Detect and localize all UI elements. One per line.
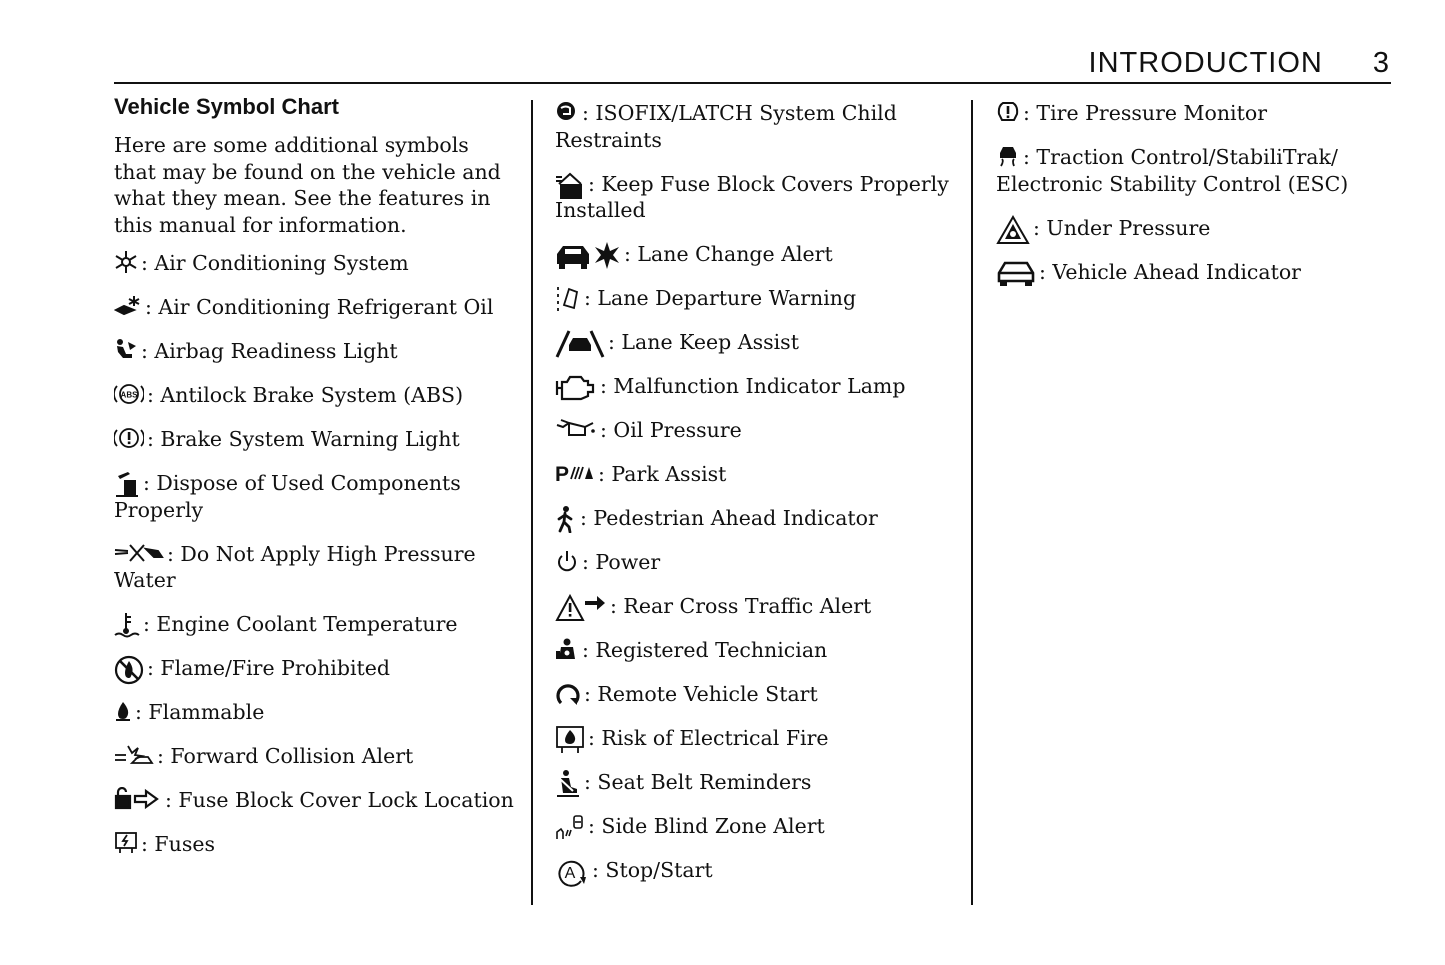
- blind-zone-icon: [555, 813, 585, 837]
- stop-start-icon: [555, 857, 589, 881]
- symbol-label: : Airbag Readiness Light: [141, 339, 398, 363]
- electrical-fire-icon: [555, 725, 585, 749]
- page-number: 3: [1372, 47, 1390, 79]
- symbol-entry: [114, 611, 514, 638]
- symbol-label: : Stop/Start: [592, 858, 713, 882]
- symbol-label: : Do Not Apply High Pressure Water: [114, 541, 476, 592]
- symbol-entry: [555, 549, 950, 576]
- ac-refrigerant-oil-icon: [114, 294, 142, 318]
- symbol-label: : Risk of Electrical Fire: [588, 726, 829, 750]
- power-icon: [555, 549, 579, 573]
- symbol-entry: [114, 831, 514, 858]
- symbol-label: : Flammable: [135, 700, 265, 724]
- vehicle-ahead-icon: [996, 259, 1036, 283]
- symbol-label: : Lane Departure Warning: [584, 286, 857, 310]
- column-divider: [531, 100, 533, 905]
- symbol-label: : Fuse Block Cover Lock Location: [165, 788, 514, 812]
- symbol-entry: [555, 100, 950, 153]
- symbol-entry: [114, 382, 514, 409]
- symbol-entry: [114, 541, 514, 594]
- symbol-entry: [555, 461, 950, 488]
- pedestrian-icon: [555, 505, 577, 529]
- symbol-entry: [555, 285, 950, 312]
- symbol-entry: [114, 250, 514, 277]
- symbol-entry: [996, 259, 1366, 286]
- section-name: INTRODUCTION: [1088, 47, 1323, 79]
- symbol-entry: [114, 338, 514, 365]
- technician-icon: [555, 637, 579, 661]
- symbol-label: : Dispose of Used Components Properly: [114, 471, 461, 522]
- symbol-label: : Forward Collision Alert: [157, 744, 414, 768]
- column-3: [996, 100, 1366, 303]
- isofix-icon: [555, 100, 579, 124]
- symbol-label: : Malfunction Indicator Lamp: [600, 374, 906, 398]
- column-divider: [971, 100, 973, 905]
- symbol-label: : Pedestrian Ahead Indicator: [580, 506, 878, 530]
- abs-icon: [114, 382, 144, 406]
- symbol-label: : Side Blind Zone Alert: [588, 814, 825, 838]
- symbol-entry: [555, 813, 950, 840]
- rear-cross-traffic-icon: [555, 593, 607, 617]
- symbol-entry: [555, 171, 950, 224]
- symbol-label: : ISOFIX/LATCH System Child Restraints: [555, 101, 897, 152]
- symbol-entry: [114, 470, 514, 523]
- symbol-label: : Under Pressure: [1033, 215, 1211, 240]
- symbol-entry: [114, 294, 514, 321]
- symbol-entry: [555, 329, 950, 356]
- symbol-label: : Registered Technician: [582, 638, 828, 662]
- symbol-entry: [555, 241, 950, 268]
- engine-icon: [555, 373, 597, 397]
- symbol-entry: [555, 373, 950, 400]
- lane-keep-icon: [555, 329, 605, 353]
- symbol-label: : Vehicle Ahead Indicator: [1039, 259, 1301, 284]
- symbol-entry: [996, 100, 1366, 127]
- traction-control-icon: [996, 144, 1020, 168]
- symbol-label: : Fuses: [141, 832, 216, 856]
- symbol-entry: [555, 505, 950, 532]
- symbol-label: : Flame/Fire Prohibited: [147, 656, 390, 680]
- symbol-label: : Park Assist: [598, 462, 727, 486]
- symbol-label: : Engine Coolant Temperature: [143, 612, 458, 636]
- dispose-components-icon: [114, 470, 140, 494]
- fuse-cover-lock-icon: [114, 787, 162, 811]
- column-2: [555, 100, 950, 901]
- page-header: [1089, 47, 1390, 80]
- lane-change-icon: [555, 241, 621, 265]
- symbol-entry: [114, 743, 514, 770]
- under-pressure-icon: [996, 215, 1030, 239]
- symbol-label: : Keep Fuse Block Covers Properly Installed: [555, 171, 949, 222]
- remote-start-icon: [555, 681, 581, 705]
- symbol-entry: [114, 655, 514, 682]
- intro-paragraph: Here are some additional symbols that may be found on the vehicle and what they mean. See the features in this manual for information.: [114, 133, 501, 237]
- svg-text:P: P: [555, 463, 570, 485]
- symbol-entry: [996, 144, 1366, 197]
- svg-text:ABS: ABS: [120, 390, 138, 400]
- symbol-entry: [114, 426, 514, 453]
- symbol-entry: [555, 857, 950, 884]
- svg-text:A: A: [564, 865, 576, 882]
- symbol-entry: [555, 417, 950, 444]
- symbol-label: : Traction Control/StabiliTrak/ Electronic Stability Control (ESC): [996, 145, 1349, 196]
- symbol-label: : Seat Belt Reminders: [584, 770, 812, 794]
- column-1: [114, 94, 514, 875]
- symbol-label: : Rear Cross Traffic Alert: [610, 594, 872, 618]
- brake-warning-icon: [114, 426, 144, 450]
- symbol-label: : Oil Pressure: [600, 418, 742, 442]
- symbol-entry: [114, 699, 514, 726]
- air-conditioning-icon: [114, 250, 138, 274]
- fire-prohibited-icon: [114, 655, 144, 679]
- symbol-label: : Air Conditioning System: [141, 251, 409, 275]
- symbol-label: : Tire Pressure Monitor: [1023, 101, 1267, 125]
- section-title: Vehicle Symbol Chart: [114, 94, 339, 119]
- symbol-label: : Lane Keep Assist: [608, 330, 799, 354]
- seat-belt-icon: [555, 769, 581, 793]
- forward-collision-icon: [114, 743, 154, 767]
- no-high-pressure-water-icon: [114, 541, 164, 565]
- symbol-entry: [555, 637, 950, 664]
- symbol-entry: [555, 593, 950, 620]
- flammable-icon: [114, 699, 132, 723]
- tire-pressure-icon: [996, 100, 1020, 124]
- symbol-entry: [555, 769, 950, 796]
- symbol-label: : Lane Change Alert: [624, 242, 833, 266]
- symbol-label: : Air Conditioning Refrigerant Oil: [145, 295, 494, 319]
- header-rule: [114, 82, 1391, 84]
- park-assist-icon: [555, 461, 595, 485]
- lane-departure-icon: [555, 285, 581, 309]
- fuse-cover-icon: [555, 171, 585, 195]
- symbol-entry: [996, 215, 1366, 242]
- symbol-label: : Brake System Warning Light: [147, 427, 460, 451]
- fuses-icon: [114, 831, 138, 855]
- oil-pressure-icon: [555, 417, 597, 441]
- symbol-entry: [555, 725, 950, 752]
- coolant-temperature-icon: [114, 611, 140, 635]
- symbol-label: : Power: [582, 550, 661, 574]
- symbol-label: : Remote Vehicle Start: [584, 682, 818, 706]
- symbol-label: : Antilock Brake System (ABS): [147, 383, 464, 407]
- airbag-icon: [114, 338, 138, 362]
- symbol-entry: [555, 681, 950, 708]
- symbol-entry: [114, 787, 514, 814]
